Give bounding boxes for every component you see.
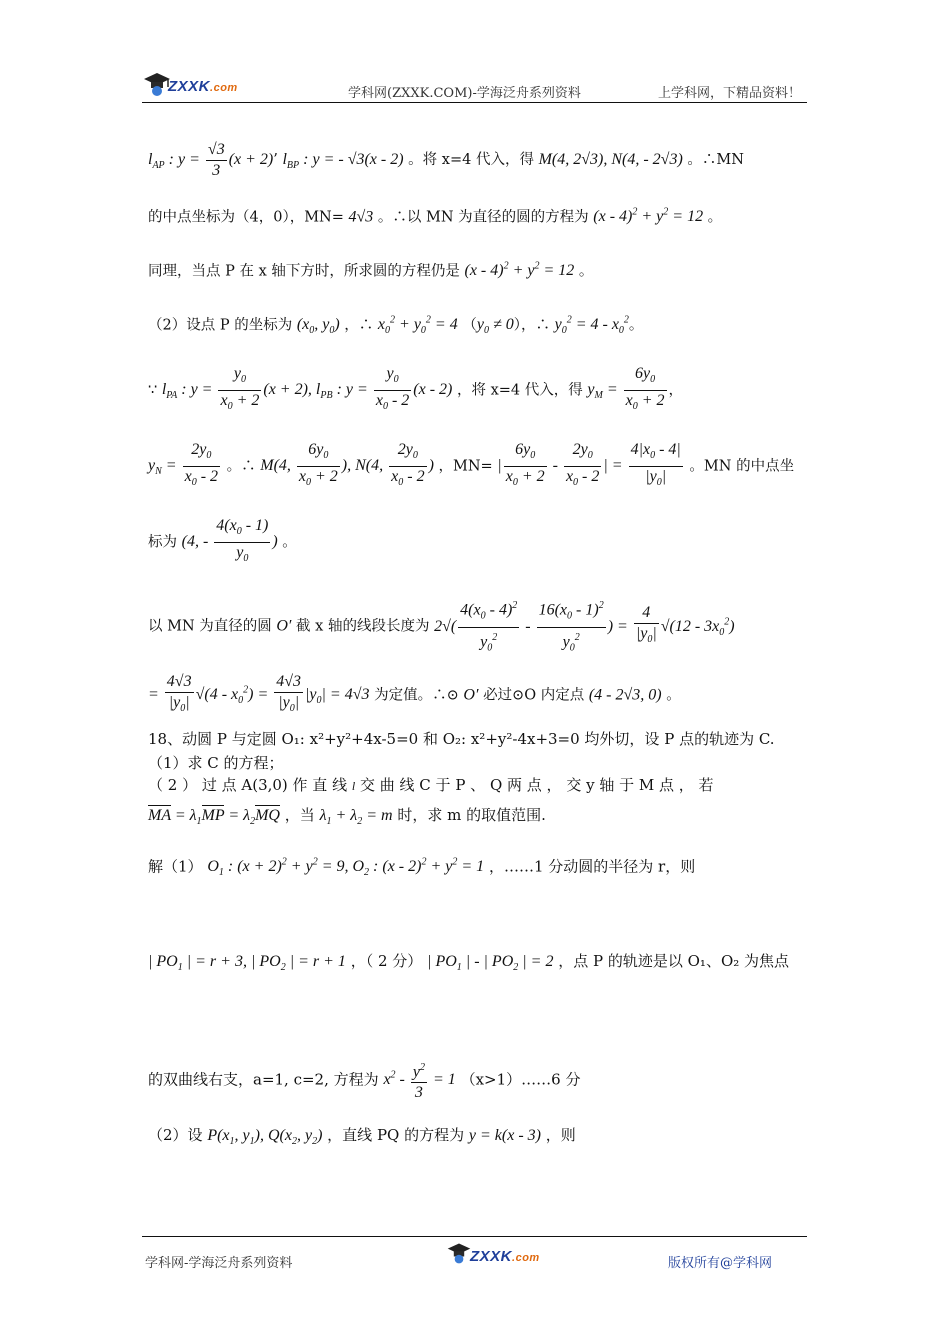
eq-lbp: $l_{BP}$ : y = - √3(x - 2)	[282, 151, 404, 172]
l2-text2: 。∴以 MN 为直径的圆的方程为	[377, 209, 589, 226]
footer-left-text: 学科网-学海泛舟系列资料	[145, 1256, 293, 1271]
graduation-cap-icon	[446, 1240, 472, 1266]
p18-q2-line1	[148, 774, 714, 797]
l2-text1: 的中点坐标为（4，0），MN=	[148, 209, 344, 226]
line-1: $l_{AP}$ : y = $\frac{√3}{3}$ (x + 2)’ $l_{BP}$ : y = - √3(x - 2) 。将 x=4 代入，得 M(4, 2√3), N(4, - 2√3) 。∴MN	[148, 141, 744, 179]
l1-text1: 。将 x=4 代入，得	[408, 152, 534, 169]
header-center-text: 学科网(ZXXK.COM)-学海泛舟系列资料	[348, 86, 581, 101]
sol4c: ，则	[545, 1126, 576, 1144]
footer-logo-text: ZXXK	[470, 1248, 513, 1265]
l2-text3: 。	[707, 209, 723, 226]
eq-ym: $y_M$ = $\frac{6y_0}{x_0 + 2}$	[587, 365, 665, 413]
header	[0, 0, 950, 110]
l4-text4: ），∴	[513, 317, 550, 334]
eq-lambda-sum: $\lambda_1 + \lambda_2 = m$	[319, 807, 393, 828]
line-8	[148, 596, 735, 658]
p18-q2c: ，当	[284, 806, 315, 824]
header-logo-domain: .com	[210, 82, 238, 94]
l8-text1: 以 MN 为直径的圆	[148, 618, 272, 635]
l5-text1: ∵	[148, 382, 158, 399]
l7-text2: 。	[282, 534, 297, 551]
l4-text5: 。	[628, 317, 644, 334]
p18-title: 18、动圆 P 与定圆 O₁: x²+y²+4x-5=0 和 O₂: x²+y²-4x+3=0 均外切，设 P 点的轨迹为 C.	[148, 730, 775, 748]
eq-mn-points: M(4, 2√3), N(4, - 2√3)	[538, 151, 683, 169]
sol3b: （x>1）……6 分	[460, 1070, 581, 1089]
line-5	[148, 364, 683, 417]
sol1a: 解（1）	[148, 857, 203, 876]
line-7	[148, 516, 297, 569]
l9-text3: 。	[666, 687, 681, 704]
header-rule	[142, 102, 807, 103]
l6-text1: 。∴	[226, 458, 256, 475]
l9-text2: 必过⊙O 内定点	[483, 687, 585, 704]
eq-circle-2: $(x - 4)^2 + y^2 = 12$	[464, 261, 575, 280]
line-6	[148, 440, 794, 493]
eq-pq-points: $P(x_1$, $y_1$), $Q(x_2$, $y_2$)	[207, 1127, 323, 1148]
eq-lpa-lpb: $l_{PA}$ : y = $\frac{y_0}{x_0 + 2}$ (x + 2), $l_{PB}$ : y = $\frac{y_0}{x_0 - 2}$ (x - 2)	[161, 365, 453, 413]
eq-circle-oprime: O′	[276, 617, 292, 635]
eq-circle-oprime-2: O′	[463, 686, 479, 704]
sol4a: （2）设	[148, 1126, 203, 1144]
p18-q2d: 时，求 m 的取值范围.	[397, 806, 546, 824]
sol2a: ，（ 2 分）	[350, 952, 423, 970]
p18-q2b: 交 曲 线 C 于 P 、 Q 两 点 ， 交 y 轴 于 M 点 ， 若	[360, 776, 714, 794]
eq-circle: $(x - 4)^2 + y^2 = 12$	[593, 207, 704, 226]
eq-circle-o: $x_0^2 + y_0^2 = 4$	[377, 315, 458, 337]
eq-o1-o2: $O_1$ : $(x + 2)^2 + y^2 = 9$, $O_2$ : $(x - 2)^2 + y^2 = 1$	[207, 857, 485, 879]
l4-text2: ，∴	[344, 317, 374, 334]
eq-lap: $l_{AP}$ : y = $\frac{√3}{3}$ (x + 2)	[148, 141, 274, 179]
footer	[0, 1230, 950, 1290]
header-logo-text: ZXXK	[168, 78, 211, 95]
l3-text1: 同理，当点 P 在 x 轴下方时，所求圆的方程仍是	[148, 263, 460, 280]
eq-mn-len: 4√3	[348, 208, 374, 226]
sol-line-3	[148, 1058, 580, 1103]
footer-right-text: 版权所有@学科网	[668, 1256, 773, 1271]
line-9	[148, 672, 681, 719]
eq-po-dist: | $PO_1$ | = r + 3, | $PO_2$ | = r + 1	[148, 953, 346, 974]
header-logo	[142, 70, 238, 102]
eq-hyperbola: $x^2$ - $\frac{y^2}{3}$ = 1	[383, 1071, 455, 1088]
sol3a: 的双曲线右支，a=1, c=2, 方程为	[148, 1070, 379, 1089]
eq-chord-length: 2√( $\frac{4(x_0 - 4)^2}{y_0^2}$ - $\frac{16(x_0 - 1)^2}{y_0^2}$ ) = $\frac{4}{|y_0|}$ $√(12 - 3x_0^2)$	[434, 618, 735, 635]
eq-mn-abs: | $\frac{6y_0}{x_0 + 2}$ - $\frac{2y_0}{x_0 - 2}$ | = $\frac{4|x_0 - 4|}{|y_0|}$	[497, 441, 681, 489]
sol-line-2	[148, 950, 789, 979]
eq-y0-squared: $y_0^2 = 4 - x_0^2$	[554, 315, 629, 337]
l7-text1: 标为	[148, 534, 177, 551]
l5-text3: ，	[668, 382, 684, 399]
l4-text1: （2）设点 P 的坐标为	[148, 317, 293, 334]
eq-yn: $y_N$ = $\frac{2y_0}{x_0 - 2}$	[148, 441, 219, 489]
eq-mn-general: M(4, $\frac{6y_0}{x_0 + 2}$ ), N(4, $\frac{2y_0}{x_0 - 2}$ )	[260, 441, 434, 489]
footer-logo	[446, 1240, 540, 1270]
eq-line-l: l	[351, 779, 356, 793]
sol1b: ，……1 分动圆的半径为 r，则	[488, 857, 696, 876]
sol4b: ，直线 PQ 的方程为	[327, 1126, 465, 1144]
l6-text2: ，MN=	[438, 458, 493, 475]
sol2b: ，点 P 的轨迹是以 O₁、O₂ 为焦点	[558, 952, 790, 970]
eq-po-diff: | $PO_1$ | - | $PO_2$ | = 2	[427, 953, 554, 974]
eq-p-coord: ($x_0$, $y_0$)	[296, 316, 340, 337]
l3-text2: 。	[578, 263, 594, 280]
eq-midpoint: (4, - $\frac{4(x_0 - 1)}{y_0}$ )	[181, 517, 278, 565]
line-4	[148, 310, 643, 343]
line-3	[148, 256, 593, 282]
l8-text2: 截 x 轴的线段长度为	[296, 618, 430, 635]
footer-logo-domain: .com	[512, 1252, 540, 1264]
sol-line-4	[148, 1124, 576, 1153]
eq-vectors: MA = $\lambda_1MP = \lambda_2MQ$	[148, 807, 280, 828]
p18-q2-line2	[148, 804, 546, 833]
l9-text1: 为定值。∴⊙	[374, 687, 459, 704]
eq-y0-nonzero: $y_0 \ne 0$	[476, 316, 514, 337]
sol-line-1	[148, 852, 695, 885]
l5-text2: ，将 x=4 代入，得	[456, 382, 583, 399]
header-right-text: 上学科网，下精品资料！	[658, 86, 802, 101]
l4-text3: （	[462, 317, 477, 334]
line-2	[148, 202, 722, 228]
l1-text2: 。∴MN	[687, 152, 744, 169]
l6-text3: 。MN 的中点坐	[689, 458, 795, 475]
eq-pq-line: y = k(x - 3)	[468, 1127, 541, 1144]
p18-q2a: （ 2 ） 过 点 A(3,0) 作 直 线	[148, 776, 348, 794]
footer-rule	[142, 1236, 807, 1237]
eq-chord-result: = $\frac{4√3}{|y_0|}$ $√(4 - x_0^2)$ = $\frac{4√3}{|y_0|}$ $|y_0| = 4√3$	[148, 673, 370, 715]
p18-q1: （1）求 C 的方程；	[148, 754, 284, 772]
eq-fixed-point: (4 - 2√3, 0)	[588, 686, 662, 704]
